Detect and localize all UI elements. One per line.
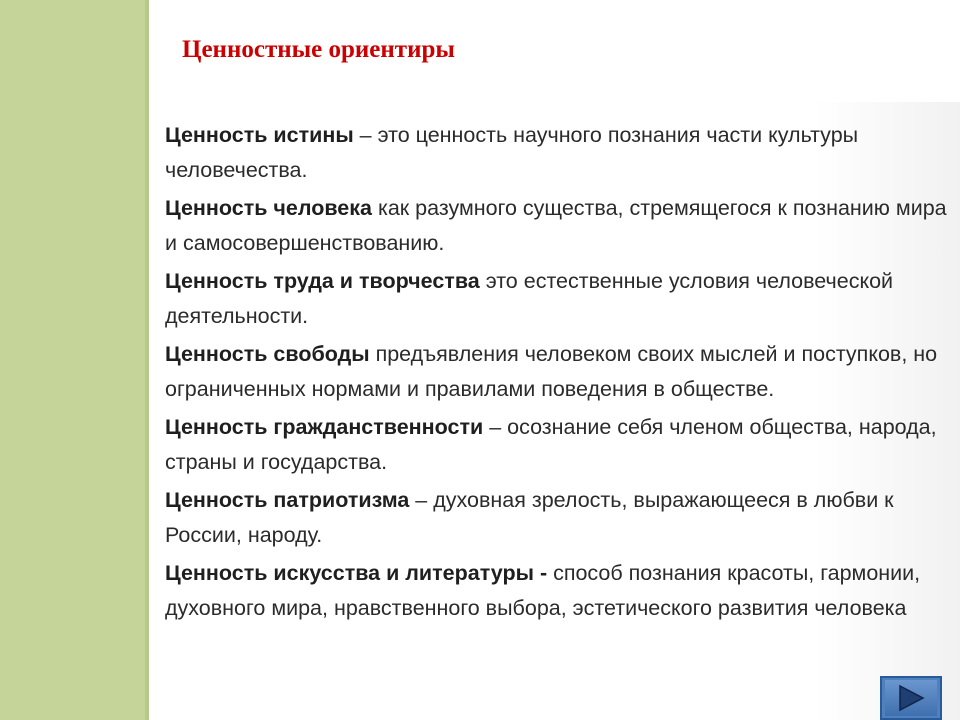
item-description: – духовная зрелость, выражающееся в любви к России, народу. <box>165 488 894 547</box>
item-description: способ познания красоты, гармонии, духовного мира, нравственного выбора, эстетического развития человека <box>165 561 921 620</box>
item-description: предъявления человеком своих мыслей и поступков, но ограниченных нормами и правилами поведения в обществе. <box>165 342 938 401</box>
list-item <box>165 410 955 479</box>
item-term: Ценность свободы <box>165 342 370 366</box>
list-item <box>165 483 955 552</box>
item-term: Ценность гражданственности <box>165 415 484 439</box>
values-list <box>165 118 955 629</box>
next-slide-button[interactable] <box>880 676 942 720</box>
next-slide-button-face[interactable] <box>885 680 937 716</box>
item-term: Ценность искусства и литературы - <box>165 561 548 585</box>
list-item <box>165 264 955 333</box>
item-term: Ценность патриотизма <box>165 488 410 512</box>
play-arrow-icon <box>896 684 926 712</box>
list-item <box>165 118 955 187</box>
item-description: – это ценность научного познания части культуры человечества. <box>165 123 859 182</box>
sidebar-band <box>0 0 149 720</box>
item-term: Ценность истины <box>165 123 354 147</box>
item-description: это естественные условия человеческой деятельности. <box>165 269 894 328</box>
item-term: Ценность человека <box>165 196 372 220</box>
list-item <box>165 337 955 406</box>
item-description: как разумного существа, стремящегося к познанию мира и самосовершенствованию. <box>165 196 947 255</box>
sidebar-edge <box>145 0 149 720</box>
list-item <box>165 191 955 260</box>
slide-title: Ценностные ориентиры <box>182 36 455 63</box>
list-item <box>165 556 955 625</box>
item-description: – осознание себя членом общества, народа, страны и государства. <box>165 415 937 474</box>
item-term: Ценность труда и творчества <box>165 269 480 293</box>
